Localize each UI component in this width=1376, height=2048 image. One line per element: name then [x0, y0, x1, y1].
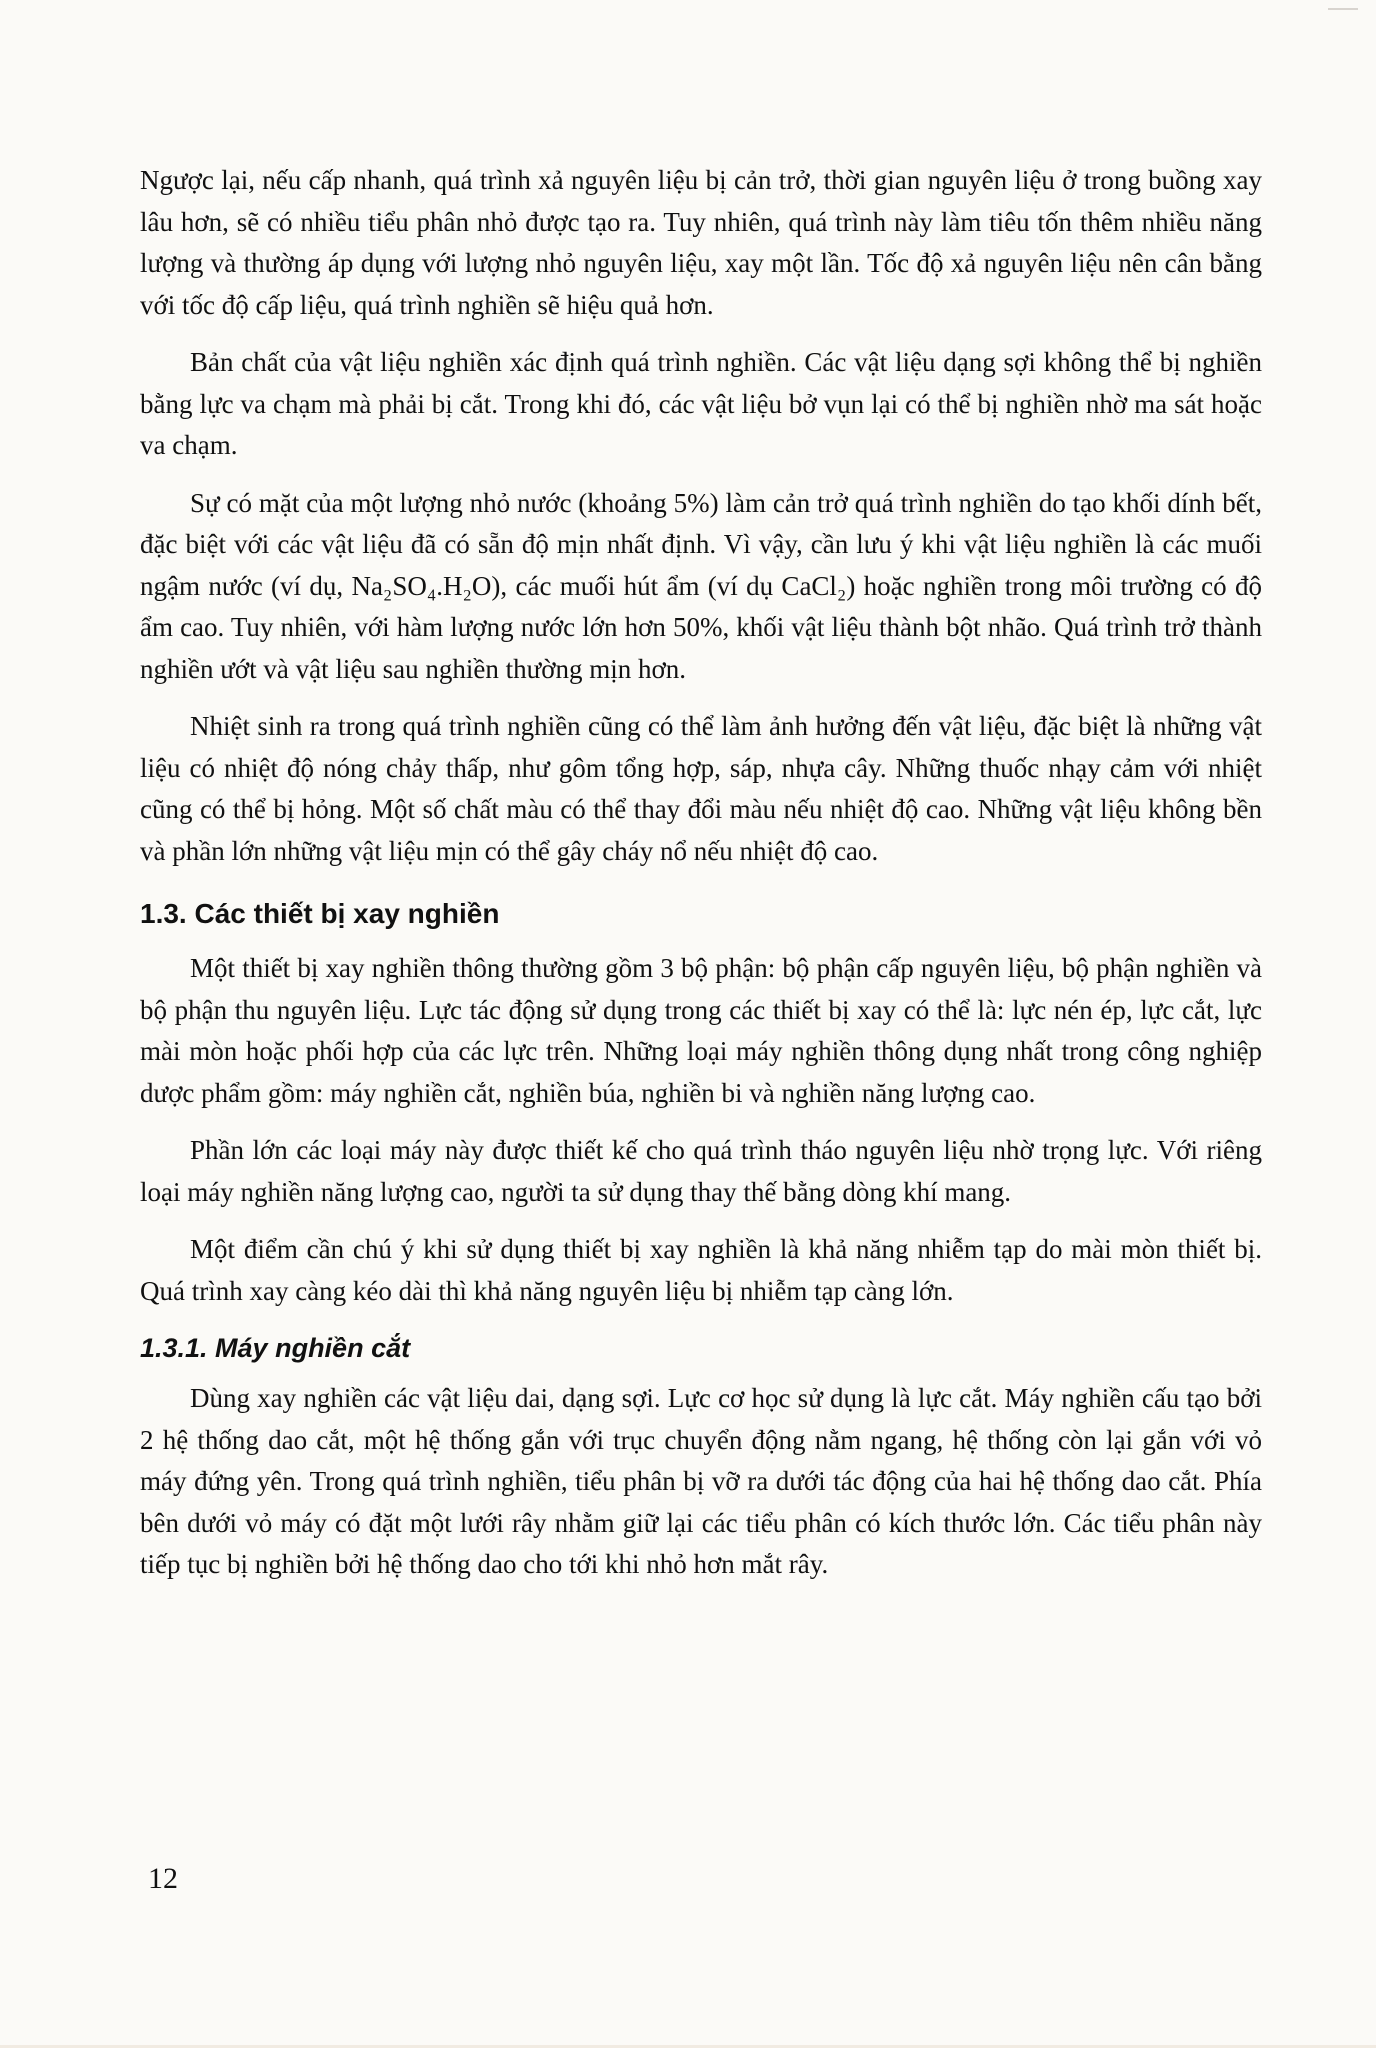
page-body — [140, 160, 1262, 1602]
paragraph: Sự có mặt của một lượng nhỏ nước (khoảng 5%) làm cản trở quá trình nghiền do tạo khối dính bết, đặc biệt với các vật liệu đã có sẵn độ mịn nhất định. Vì vậy, cần lưu ý khi vật liệu nghiền là các muối ngậm nước (ví dụ, Na₂SO₄.H₂O), các muối hút ẩm (ví dụ CaCl₂) hoặc nghiền trong môi trường có độ ẩm cao. Tuy nhiên, với hàm lượng nước lớn hơn 50%, khối vật liệu thành bột nhão. Quá trình trở thành nghiền ướt và vật liệu sau nghiền thường mịn hơn. — [140, 487, 1262, 684]
paragraph: Bản chất của vật liệu nghiền xác định quá trình nghiền. Các vật liệu dạng sợi không thể bị nghiền bằng lực va chạm mà phải bị cắt. Trong khi đó, các vật liệu bở vụn lại có thể bị nghiền nhờ ma sát hoặc va chạm. — [140, 347, 1262, 460]
section-heading: 1.3. Các thiết bị xay nghiền — [140, 898, 500, 929]
paragraph: Dùng xay nghiền các vật liệu dai, dạng sợi. Lực cơ học sử dụng là lực cắt. Máy nghiền cấu tạo bởi 2 hệ thống dao cắt, một hệ thống gắn với trục chuyển động nằm ngang, hệ thống còn lại gắn với vỏ máy đứng yên. Trong quá trình nghiền, tiểu phân bị vỡ ra dưới tác động của hai hệ thống dao cắt. Phía bên dưới vỏ máy có đặt một lưới rây nhằm giữ lại các tiểu phân có kích thước lớn. Các tiểu phân này tiếp tục bị nghiền bởi hệ thống dao cho tới khi nhỏ hơn mắt rây. — [140, 1383, 1262, 1579]
paragraph: Ngược lại, nếu cấp nhanh, quá trình xả nguyên liệu bị cản trở, thời gian nguyên liệu ở trong buồng xay lâu hơn, sẽ có nhiều tiểu phân nhỏ được tạo ra. Tuy nhiên, quá trình này làm tiêu tốn thêm nhiều năng lượng và thường áp dụng với lượng nhỏ nguyên liệu, xay một lần. Tốc độ xả nguyên liệu nên cân bằng với tốc độ cấp liệu, quá trình nghiền sẽ hiệu quả hơn. — [140, 165, 1262, 320]
paragraph: Phần lớn các loại máy này được thiết kế cho quá trình tháo nguyên liệu nhờ trọng lực. Với riêng loại máy nghiền năng lượng cao, người ta sử dụng thay thế bằng dòng khí mang. — [140, 1135, 1262, 1207]
scan-mark — [1328, 8, 1358, 10]
page-number: 12 — [148, 1862, 178, 1895]
paragraph: Một điểm cần chú ý khi sử dụng thiết bị xay nghiền là khả năng nhiễm tạp do mài mòn thiết bị. Quá trình xay càng kéo dài thì khả năng nguyên liệu bị nhiễm tạp càng lớn. — [140, 1234, 1262, 1306]
subsection-heading: 1.3.1. Máy nghiền cắt — [140, 1333, 411, 1363]
paragraph: Một thiết bị xay nghiền thông thường gồm 3 bộ phận: bộ phận cấp nguyên liệu, bộ phận nghiền và bộ phận thu nguyên liệu. Lực tác động sử dụng trong các thiết bị xay có thể là: lực nén ép, lực cắt, lực mài mòn hoặc phối hợp của các lực trên. Những loại máy nghiền thông dụng nhất trong công nghiệp dược phẩm gồm: máy nghiền cắt, nghiền búa, nghiền bi và nghiền năng lượng cao. — [140, 953, 1262, 1108]
paragraph: Nhiệt sinh ra trong quá trình nghiền cũng có thể làm ảnh hưởng đến vật liệu, đặc biệt là những vật liệu có nhiệt độ nóng chảy thấp, như gôm tổng hợp, sáp, nhựa cây. Những thuốc nhạy cảm với nhiệt cũng có thể bị hỏng. Một số chất màu có thể thay đổi màu nếu nhiệt độ cao. Những vật liệu không bền và phần lớn những vật liệu mịn có thể gây cháy nổ nếu nhiệt độ cao. — [140, 711, 1262, 866]
